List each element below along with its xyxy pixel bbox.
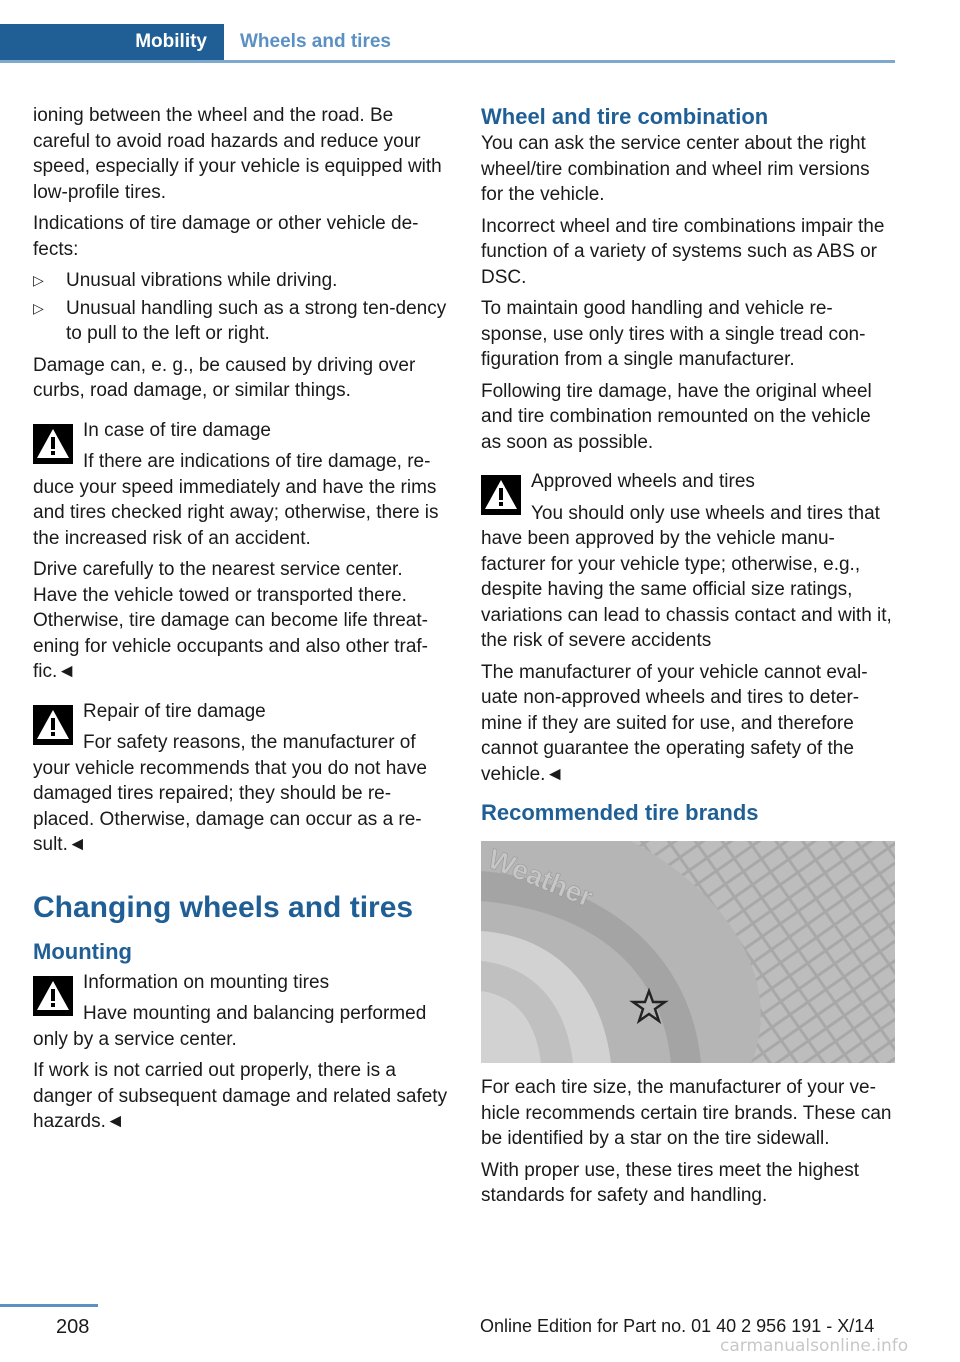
section-tab: Mobility <box>0 24 224 60</box>
warning-text: Have mounting and balancing performed only by a service center. <box>33 1003 427 1050</box>
warning-title: Repair of tire damage <box>83 700 266 722</box>
warning-title: Approved wheels and tires <box>531 471 755 492</box>
warning-mounting <box>33 970 448 1053</box>
intro-paragraph: ioning between the wheel and the road. Be careful to avoid road hazards and reduce your speed, especially if your vehicle is equipped with low-profile tires. <box>33 105 442 203</box>
combination-paragraph-4: Following tire damage, have the original wheel and tire combination remounted on the vehicle as soon as possible. <box>481 380 872 453</box>
warning-icon <box>33 976 73 1016</box>
page-header <box>0 24 895 62</box>
list-item: ▷ Unusual vibrations while driving. <box>33 268 448 294</box>
combination-heading: Wheel and tire combination <box>481 104 769 129</box>
indications-list <box>33 268 448 347</box>
damage-paragraph: Damage can, e. g., be caused by driving over curbs, road damage, or similar things. <box>33 354 416 401</box>
left-column <box>33 103 448 1141</box>
warning-icon <box>481 475 521 515</box>
footer-rule <box>0 1304 98 1307</box>
right-column <box>481 103 895 1215</box>
warning-text: You should only use wheels and tires that have been approved by the vehicle manu-facturer for your vehicle type; otherwise, e.g., despite having the same official size ratings, variations can lead to chassis contact and with it, the risk of severe accidents <box>481 502 892 651</box>
manufacturer-paragraph: The manufacturer of your vehicle cannot eval-uate non-approved wheels and tires to deter-mine if they are suited for use, and therefore cannot guarantee the operating safety of the vehicle.◄ <box>481 661 868 785</box>
warning-text: If there are indications of tire damage, re-duce your speed immediately and have the rims and tires checked right away; otherwise, there is the increased risk of an accident. <box>33 451 439 549</box>
header-rule <box>0 60 895 63</box>
warning-title: Information on mounting tires <box>83 971 330 993</box>
page-number: 208 <box>56 1316 90 1338</box>
tire-sidewall-image <box>481 841 895 1063</box>
indications-paragraph: Indications of tire damage or other vehicle de-fects: <box>33 213 419 260</box>
brands-paragraph-2: With proper use, these tires meet the highest standards for safety and handling. <box>481 1159 860 1206</box>
warning-repair <box>33 699 448 858</box>
warning-icon <box>33 424 73 464</box>
brands-heading: Recommended tire brands <box>481 800 759 825</box>
section-title: Changing wheels and tires <box>33 890 414 924</box>
triangle-bullet-icon: ▷ <box>33 299 44 316</box>
triangle-bullet-icon: ▷ <box>33 272 44 288</box>
subsection-tab: Wheels and tires <box>240 31 391 52</box>
watermark: carmanualsonline.info <box>720 1336 909 1356</box>
warning-approved <box>481 469 895 654</box>
combination-paragraph-2: Incorrect wheel and tire combinations impair the function of a variety of systems such as ABS or DSC. <box>481 215 885 288</box>
warning-icon <box>33 705 73 745</box>
drive-paragraph: Drive carefully to the nearest service center. Have the vehicle towed or transported there. Otherwise, tire damage can become life threat-ening for vehicle occupants and also other traf-fic.◄ <box>33 559 429 682</box>
combination-paragraph-1: You can ask the service center about the right wheel/tire combination and wheel rim versions for the vehicle. <box>481 133 870 205</box>
warning-text: For safety reasons, the manufacturer of your vehicle recommends that you do not have damaged tires repaired; they should be re-placed. Otherwise, damage can occur as a re-sult.◄ <box>33 732 427 855</box>
work-paragraph: If work is not carried out properly, there is a danger of subsequent damage and related safety hazards.◄ <box>33 1060 448 1132</box>
edition-note: Online Edition for Part no. 01 40 2 956 191 - X/14 <box>480 1316 875 1336</box>
list-item: ▷ Unusual handling such as a strong ten-dency to pull to the left or right. <box>33 297 447 344</box>
mounting-heading: Mounting <box>33 938 132 964</box>
warning-tire-damage <box>33 418 448 552</box>
sidewall-lettering: Weather <box>483 842 598 913</box>
brands-paragraph-1: For each tire size, the manufacturer of your ve-hicle recommends certain tire brands. These can be identified by a star on the tire sidewall. <box>481 1077 892 1149</box>
warning-title: In case of tire damage <box>83 419 271 441</box>
combination-paragraph-3: To maintain good handling and vehicle re-sponse, use only tires with a single tread con-figuration from a single manufacturer. <box>481 298 866 370</box>
